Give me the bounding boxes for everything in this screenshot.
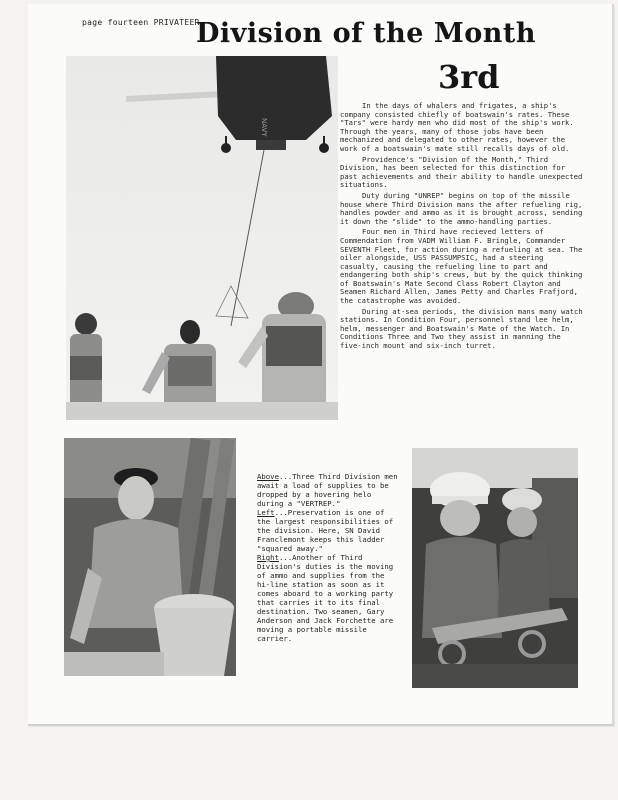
division-rank: 3rd — [438, 58, 500, 96]
article-body — [340, 102, 586, 353]
caption-right-lead: Right — [257, 553, 279, 562]
article-paragraph: Duty during "UNREP" begins on top of the missile house where Third Division mans the after refueling rig, handles powder and ammo as it is brought across, sending it down the "slide" to the ammo-handling parties. — [340, 190, 583, 226]
article-paragraph: During at-sea periods, the division mans many watch stations. In Condition Four, personnel stand lee helm, helm, messenger and Boatswain's Mate of the Watch. In Conditions Three and Two they assist in manning the five-inch mount and six-inch turret. — [340, 306, 583, 351]
caption-left-text: ...Preservation is one of the largest responsibilities of the division. Here, SN David Franclemont keeps this ladder "squared away." — [257, 508, 394, 553]
sailor-painting-ladder-photo — [64, 438, 236, 676]
page-header-line: page fourteen PRIVATEER — [82, 18, 200, 27]
page-title: Division of the Month — [196, 18, 536, 49]
caption-above-text: ...Three Third Division men await a load of supplies to be dropped by a hovering helo during a "VERTREP." — [257, 472, 398, 508]
article-paragraph: Four men in Third have recieved letters of Commendation from VADM William F. Bringle, Commander SEVENTH Fleet, for action during a refueling at sea. The oiler alongside, USS PASSUMPSIC, had a steering casualty, causing the refueling line to part and endangering both ship's crews, but by the quick thinking of Boatswain's Mate Second Class Robert Clayton and Seamen Richard Allen, James Petty and Charles Frafjord, the catastrophe was avoided. — [340, 227, 583, 306]
caption-right-text: ...Another of Third Division's duties is the moving of ammo and supplies from the hi-line station as soon as it comes aboard to a working party that carries it to its final destination. Two seamen, Gary Anderson and Jack Forchette are moving a portable missile carrier. — [257, 553, 394, 643]
caption-above — [257, 472, 401, 508]
photo-caption — [257, 472, 401, 643]
navy-marking: NAVY — [260, 118, 268, 137]
caption-left-lead: Left — [257, 508, 275, 517]
caption-above-lead: Above — [257, 472, 279, 481]
article-paragraph: In the days of whalers and frigates, a ship's company consisted chiefly of boatswain's rates. These "Tars" were hardy men who did most of the ship's work. Through the years, many of those jobs have been mechanized and delegated to other rates, however the work of a boatswain's mate still recalls days of old. — [340, 101, 574, 153]
caption-right — [257, 553, 401, 643]
sailors-moving-missile-carrier-photo — [412, 448, 578, 688]
article-paragraph: Providence's "Division of the Month," Third Division, has been selected for this distinction for past achievements and their ability to handle unexpected situations. — [340, 154, 583, 190]
helicopter-vertrep-photo — [66, 56, 338, 420]
caption-left — [257, 508, 401, 553]
